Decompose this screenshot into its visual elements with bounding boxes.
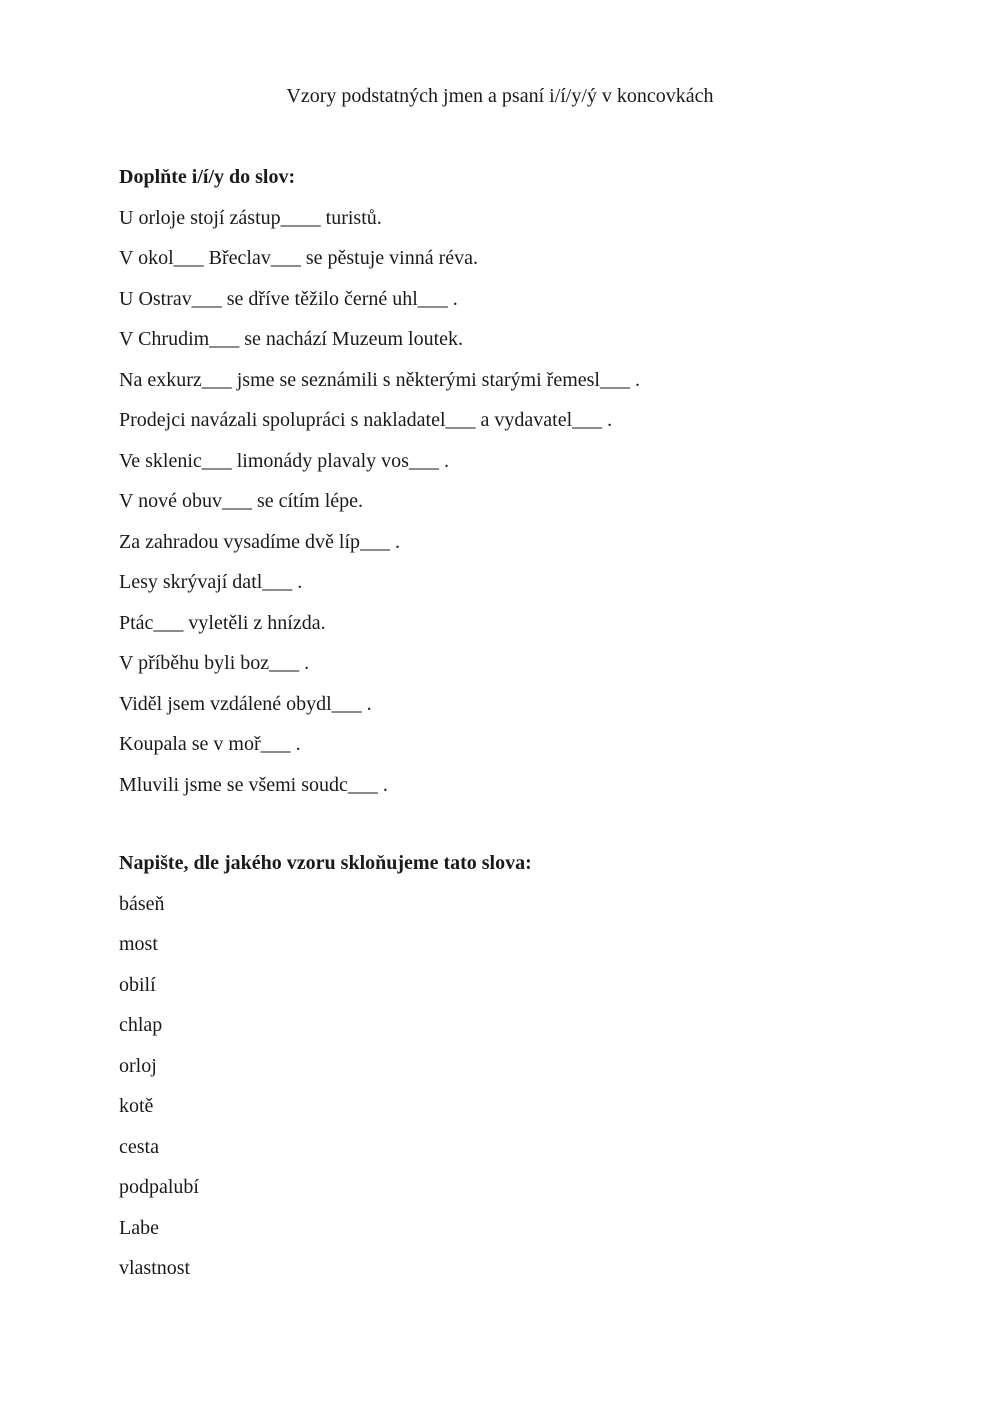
page-title: Vzory podstatných jmen a psaní i/í/y/ý v koncovkách [286,85,714,107]
sentence: Ve sklenic___ limonády plavaly vos___ . [119,449,449,472]
sentence: V okol___ Břeclav___ se pěstuje vinná réva. [119,247,478,269]
word-item: most [119,933,158,955]
word-item: kotě [119,1095,154,1117]
sentence: U orloje stojí zástup____ turistů. [119,206,382,229]
sentence: V Chrudim___ se nachází Muzeum loutek. [119,328,464,350]
word-item: orloj [119,1054,157,1077]
fill-in-exercise [119,164,919,812]
word-item: obilí [119,973,156,996]
word-item: podpalubí [119,1176,199,1198]
sentence: V příběhu byli boz___ . [119,652,310,674]
sentence: Prodejci navázali spolupráci s nakladatel___ a vydavatel___ . [119,409,613,431]
sentence: Viděl jsem vzdálené obydl___ . [119,692,372,715]
sentence: U Ostrav___ se dříve těžilo černé uhl___ . [119,287,458,310]
word-item: cesta [119,1135,159,1158]
sentence: Mluvili jsme se všemi soudc___ . [119,773,388,796]
declension-exercise [119,850,919,1296]
word-item: vlastnost [119,1257,191,1279]
sentence: Lesy skrývají datl___ . [119,571,303,593]
exercise-heading: Doplňte i/í/y do slov: [119,166,296,188]
word-item: báseň [119,892,165,915]
sentence: V nové obuv___ se cítím lépe. [119,490,364,512]
sentence: Za zahradou vysadíme dvě líp___ . [119,530,401,553]
word-item: Labe [119,1216,159,1239]
sentence: Koupala se v moř___ . [119,733,301,755]
sentence: Ptác___ vyletěli z hnízda. [119,611,326,634]
word-item: chlap [119,1014,163,1036]
sentence: Na exkurz___ jsme se seznámili s některými starými řemesl___ . [119,368,640,391]
exercise-heading: Napište, dle jakého vzoru skloňujeme tato slova: [119,852,532,874]
